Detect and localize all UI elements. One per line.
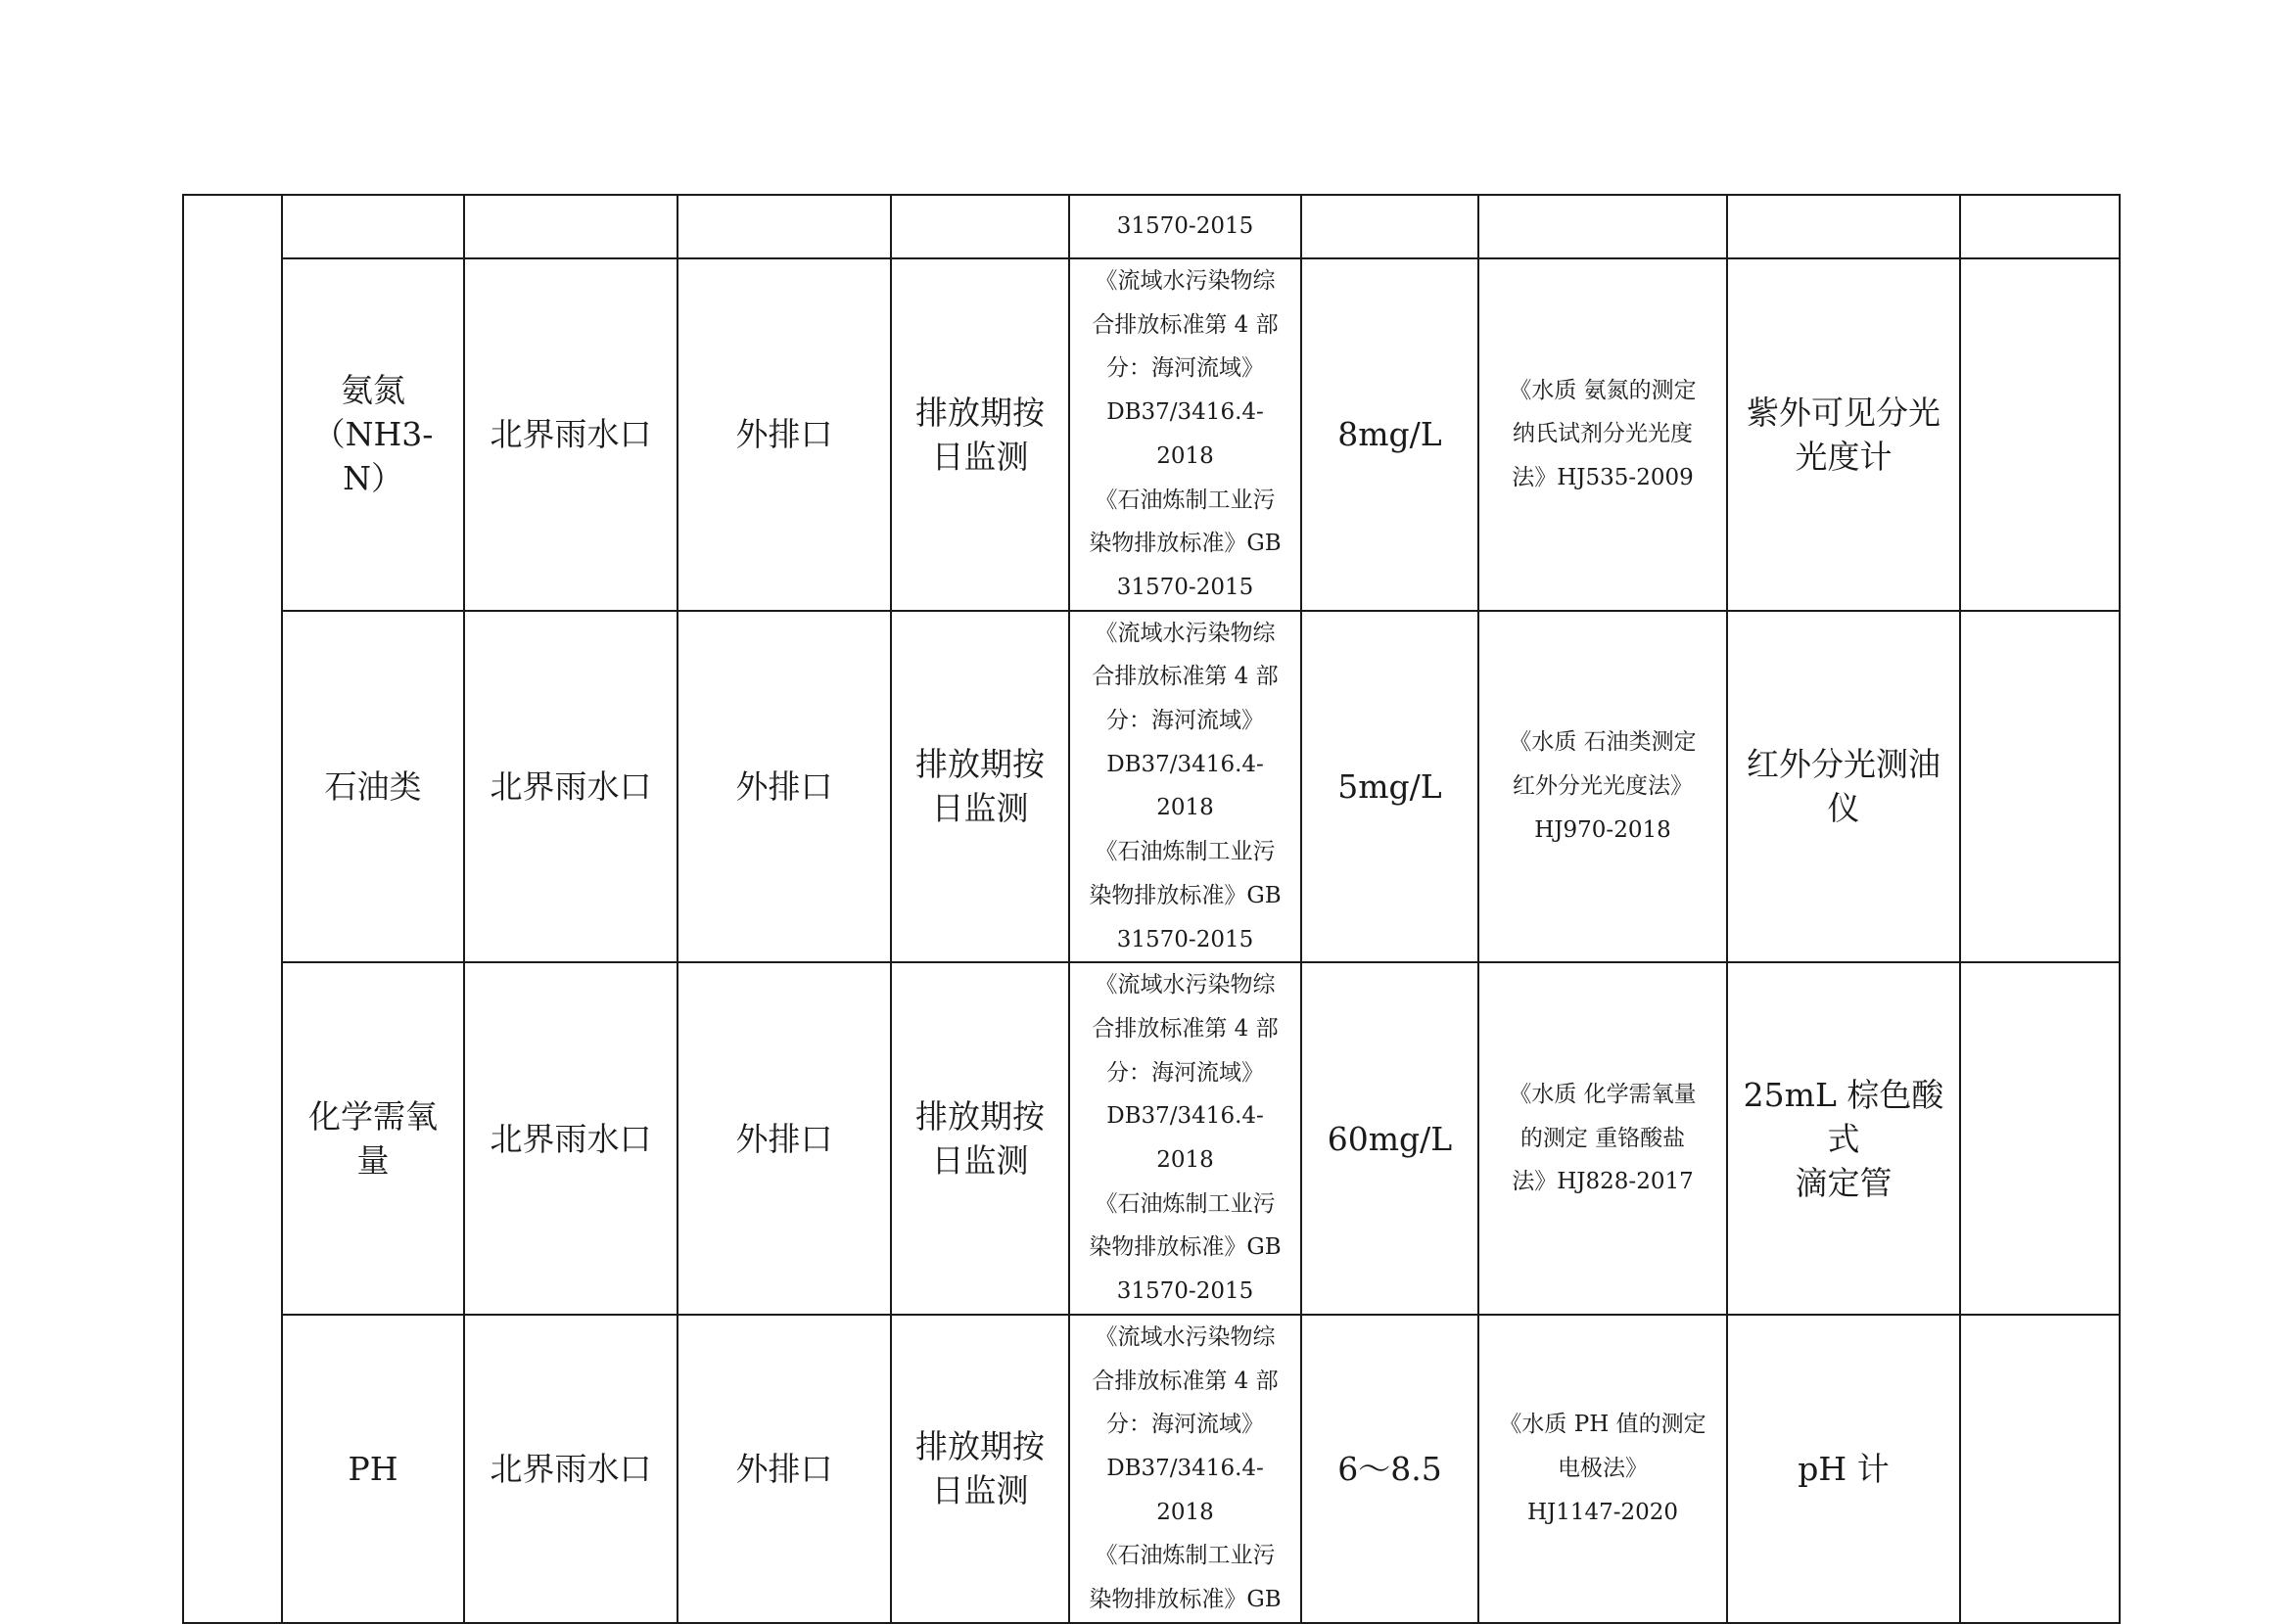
limit-cell: 6～8.5 — [1301, 1315, 1478, 1623]
table-row — [183, 962, 2120, 1315]
frequency-text: 排放期按 日监测 — [915, 1097, 1045, 1181]
item-cell — [282, 258, 464, 611]
instrument-text: pH 计 — [1798, 1449, 1890, 1488]
instrument-cell — [1727, 611, 1960, 963]
instrument-text: 紫外可见分光 光度计 — [1747, 393, 1940, 476]
item-cell — [282, 611, 464, 963]
point-cell: 北界雨水口 — [464, 962, 678, 1315]
point-cell: 北界雨水口 — [464, 258, 678, 611]
point-cell: 北界雨水口 — [464, 611, 678, 963]
monitoring-table — [182, 194, 2121, 1624]
point-cell — [464, 195, 678, 258]
limit-cell: 60mg/L — [1301, 962, 1478, 1315]
table-row — [183, 258, 2120, 611]
frequency-cell — [891, 195, 1069, 258]
frequency-text: 排放期按 日监测 — [915, 745, 1045, 828]
table-row — [183, 611, 2120, 963]
note-cell — [1960, 962, 2120, 1315]
standard-cell: 《流域水污染物综 合排放标准第 4 部 分：海河流域》 DB37/3416.4-2018 《石油炼制工业污 染物排放标准》GB — [1069, 1315, 1301, 1623]
note-cell — [1960, 258, 2120, 611]
standard-cell: 《流域水污染物综 合排放标准第 4 部 分：海河流域》 DB37/3416.4-2018 《石油炼制工业污 染物排放标准》GB 31570-2015 — [1069, 258, 1301, 611]
outlet-cell: 外排口 — [678, 962, 891, 1315]
item-text: 氨氮 （NH3-N） — [312, 371, 434, 498]
frequency-cell — [891, 258, 1069, 611]
item-text: 化学需氧 量 — [308, 1097, 438, 1181]
instrument-text: 25mL 棕色酸式 滴定管 — [1743, 1075, 1944, 1202]
frequency-text: 排放期按 日监测 — [915, 393, 1045, 476]
standard-cell: 《流域水污染物综 合排放标准第 4 部 分：海河流域》 DB37/3416.4-2018 《石油炼制工业污 染物排放标准》GB 31570-2015 — [1069, 962, 1301, 1315]
limit-cell: 8mg/L — [1301, 258, 1478, 611]
note-cell — [1960, 195, 2120, 258]
item-cell — [282, 1315, 464, 1623]
note-cell — [1960, 1315, 2120, 1623]
table-row — [183, 1315, 2120, 1623]
note-cell — [1960, 611, 2120, 963]
standard-cell: 31570-2015 — [1069, 195, 1301, 258]
frequency-cell — [891, 1315, 1069, 1623]
outlet-cell: 外排口 — [678, 1315, 891, 1623]
item-cell — [282, 962, 464, 1315]
method-cell: 《水质 氨氮的测定 纳氏试剂分光光度 法》HJ535-2009 — [1478, 258, 1727, 611]
instrument-cell — [1727, 195, 1960, 258]
method-cell: 《水质 PH 值的测定 电极法》 HJ1147-2020 — [1478, 1315, 1727, 1623]
item-text: PH — [348, 1449, 398, 1488]
item-text: 石油类 — [324, 766, 422, 806]
outlet-cell: 外排口 — [678, 611, 891, 963]
instrument-cell — [1727, 962, 1960, 1315]
category-cell — [183, 195, 282, 1623]
method-cell — [1478, 195, 1727, 258]
method-cell: 《水质 石油类测定 红外分光光度法》 HJ970-2018 — [1478, 611, 1727, 963]
limit-cell — [1301, 195, 1478, 258]
table-row — [183, 195, 2120, 258]
instrument-cell — [1727, 1315, 1960, 1623]
point-cell: 北界雨水口 — [464, 1315, 678, 1623]
instrument-text: 红外分光测油 仪 — [1747, 745, 1940, 828]
frequency-text: 排放期按 日监测 — [915, 1427, 1045, 1510]
frequency-cell — [891, 962, 1069, 1315]
frequency-cell — [891, 611, 1069, 963]
limit-cell: 5mg/L — [1301, 611, 1478, 963]
outlet-cell — [678, 195, 891, 258]
item-cell — [282, 195, 464, 258]
instrument-cell — [1727, 258, 1960, 611]
outlet-cell: 外排口 — [678, 258, 891, 611]
standard-cell: 《流域水污染物综 合排放标准第 4 部 分：海河流域》 DB37/3416.4-2018 《石油炼制工业污 染物排放标准》GB 31570-2015 — [1069, 611, 1301, 963]
method-cell: 《水质 化学需氧量 的测定 重铬酸盐 法》HJ828-2017 — [1478, 962, 1727, 1315]
